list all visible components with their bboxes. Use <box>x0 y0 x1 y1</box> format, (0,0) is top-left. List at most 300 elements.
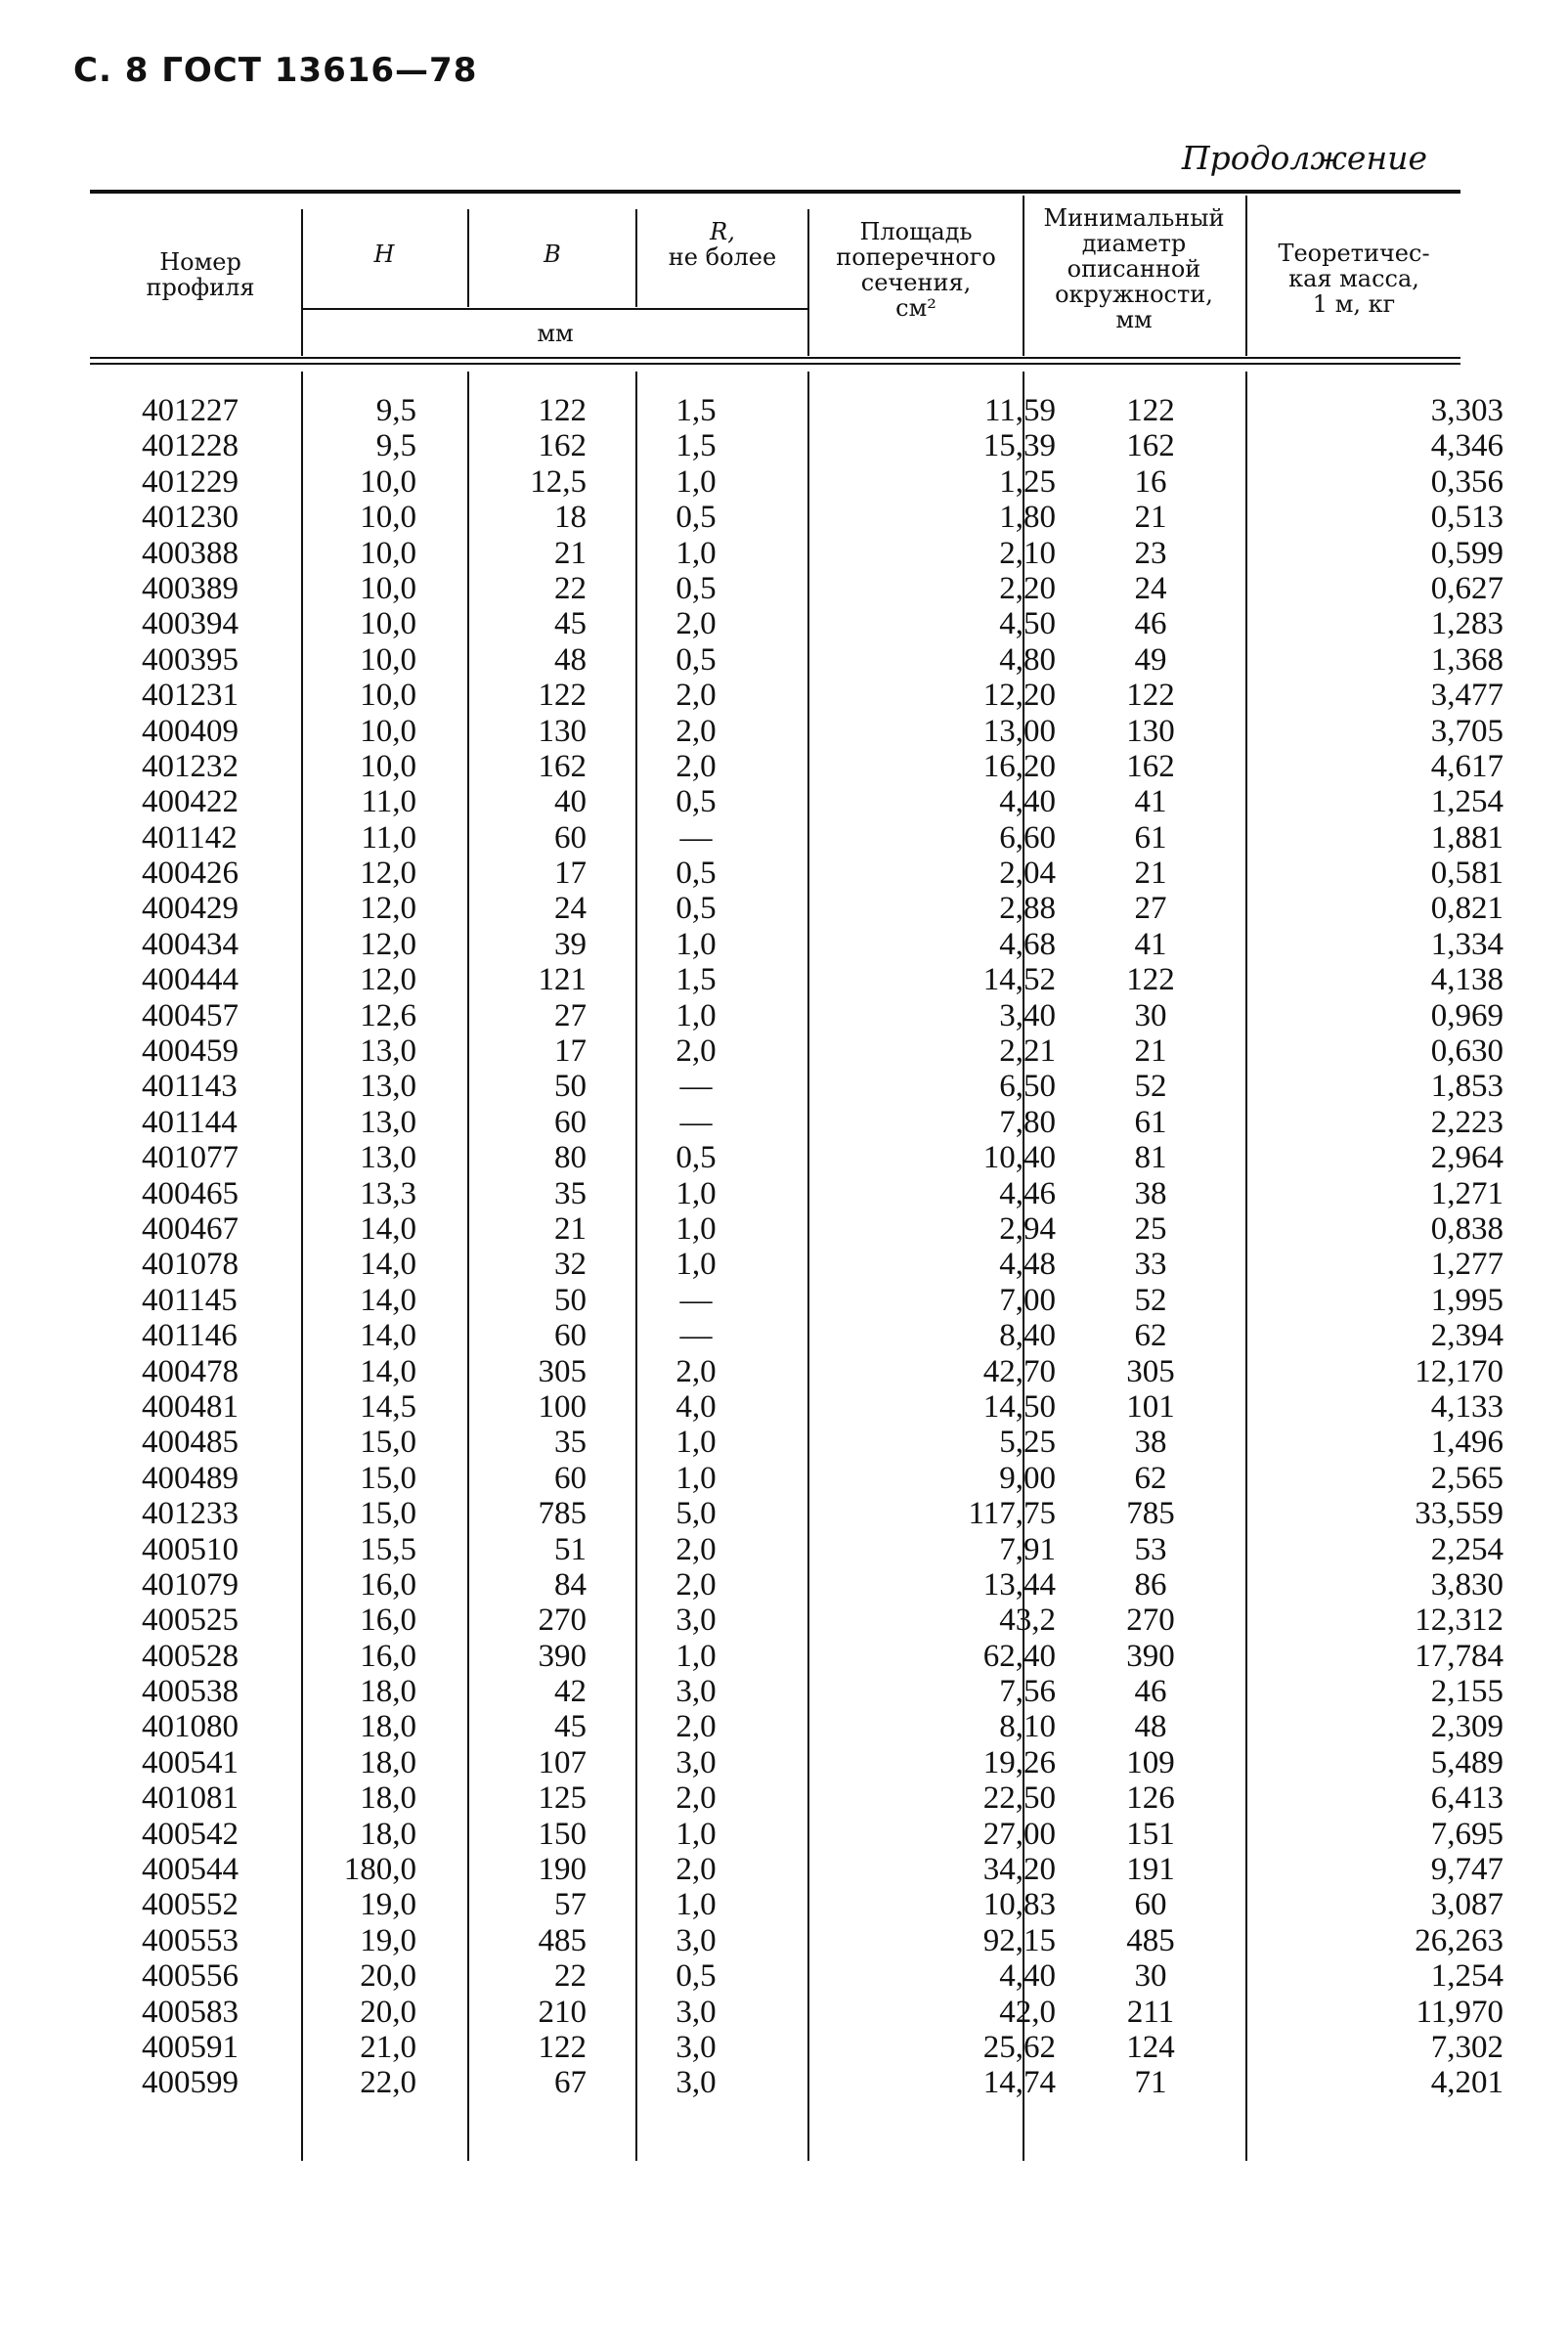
cell-diameter: 151 <box>1126 1816 1175 1852</box>
cell-r: 1,0 <box>675 1175 717 1211</box>
table-row <box>90 678 1503 714</box>
table-row <box>90 1318 1503 1354</box>
table-row <box>90 1247 1503 1283</box>
cell-mass: 7,695 <box>1430 1816 1503 1852</box>
cell-profile-number: 401077 <box>142 1140 239 1176</box>
cell-b: 42 <box>554 1674 587 1710</box>
cell-area: 62,40 <box>982 1638 1056 1674</box>
cell-area: 4,50 <box>999 606 1056 642</box>
header-area <box>809 219 1023 321</box>
cell-mass: 2,155 <box>1430 1674 1503 1710</box>
table-row <box>90 1531 1503 1567</box>
cell-diameter: 33 <box>1134 1247 1167 1283</box>
cell-h: 10,0 <box>360 463 416 500</box>
cell-b: 12,5 <box>530 463 587 500</box>
cell-profile-number: 400422 <box>142 784 239 820</box>
cell-diameter: 21 <box>1134 1033 1167 1070</box>
cell-diameter: 61 <box>1134 819 1167 856</box>
cell-b: 32 <box>554 1247 587 1283</box>
cell-b: 39 <box>554 926 587 962</box>
cell-profile-number: 400591 <box>142 2029 239 2065</box>
cell-diameter: 21 <box>1134 856 1167 892</box>
cell-area: 10,40 <box>982 1140 1056 1176</box>
cell-h: 16,0 <box>360 1566 416 1603</box>
cell-h: 18,0 <box>360 1674 416 1710</box>
cell-diameter: 81 <box>1134 1140 1167 1176</box>
cell-r: — <box>679 1318 713 1354</box>
cell-area: 2,94 <box>999 1210 1056 1247</box>
cell-diameter: 305 <box>1126 1353 1175 1389</box>
table-row <box>90 1460 1503 1496</box>
cell-r: 1,0 <box>675 1638 717 1674</box>
table-row <box>90 1069 1503 1105</box>
cell-r: — <box>679 819 713 856</box>
cell-mass: 1,254 <box>1430 1958 1503 1995</box>
cell-mass: 7,302 <box>1430 2029 1503 2065</box>
cell-b: 40 <box>554 784 587 820</box>
cell-diameter: 27 <box>1134 891 1167 927</box>
cell-h: 10,0 <box>360 641 416 678</box>
cell-mass: 3,705 <box>1430 713 1503 749</box>
cell-mass: 0,513 <box>1430 500 1503 536</box>
cell-area: 13,44 <box>982 1566 1056 1603</box>
cell-diameter: 52 <box>1134 1069 1167 1105</box>
header-mass <box>1247 241 1460 317</box>
cell-area: 92,15 <box>982 1922 1056 1958</box>
cell-area: 1,80 <box>999 500 1056 536</box>
cell-area: 3,40 <box>999 997 1056 1033</box>
cell-r: 2,0 <box>675 1709 717 1745</box>
cell-area: 4,48 <box>999 1247 1056 1283</box>
cell-diameter: 48 <box>1134 1709 1167 1745</box>
cell-profile-number: 400481 <box>142 1388 239 1425</box>
header-diameter-line4: окружности, <box>1055 281 1213 308</box>
cell-profile-number: 401146 <box>142 1318 238 1354</box>
cell-area: 16,20 <box>982 748 1056 784</box>
cell-mass: 0,627 <box>1430 570 1503 606</box>
cell-diameter: 122 <box>1126 393 1175 428</box>
cell-h: 21,0 <box>360 2029 416 2065</box>
cell-profile-number: 400426 <box>142 856 239 892</box>
cell-profile-number: 400444 <box>142 962 239 998</box>
cell-r: 0,5 <box>675 856 717 892</box>
cell-r: — <box>679 1282 713 1318</box>
cell-b: 390 <box>538 1638 587 1674</box>
cell-h: 12,6 <box>360 997 416 1033</box>
table-row <box>90 1140 1503 1176</box>
header-area-line1: Площадь <box>859 218 973 245</box>
cell-b: 60 <box>554 1318 587 1354</box>
cell-mass: 0,838 <box>1430 1210 1503 1247</box>
cell-mass: 2,254 <box>1430 1531 1503 1567</box>
table-row <box>90 1566 1503 1603</box>
cell-r: 1,5 <box>675 962 717 998</box>
cell-mass: 0,821 <box>1430 891 1503 927</box>
header-diameter-line1: Минимальный <box>1043 204 1225 232</box>
table-row <box>90 1816 1503 1852</box>
cell-b: 100 <box>538 1388 587 1425</box>
table-row <box>90 393 1503 428</box>
cell-mass: 0,630 <box>1430 1033 1503 1070</box>
cell-area: 4,68 <box>999 926 1056 962</box>
cell-diameter: 38 <box>1134 1175 1167 1211</box>
cell-mass: 1,853 <box>1430 1069 1503 1105</box>
cell-h: 14,0 <box>360 1318 416 1354</box>
cell-mass: 1,496 <box>1430 1425 1503 1461</box>
cell-r: 3,0 <box>675 1744 717 1780</box>
header-divider-6 <box>1245 196 1247 356</box>
cell-r: 2,0 <box>675 748 717 784</box>
cell-profile-number: 400541 <box>142 1744 239 1780</box>
table-row <box>90 1709 1503 1745</box>
cell-profile-number: 400465 <box>142 1175 239 1211</box>
cell-r: 3,0 <box>675 2029 717 2065</box>
cell-mass: 4,133 <box>1430 1388 1503 1425</box>
cell-area: 8,40 <box>999 1318 1056 1354</box>
cell-r: 1,0 <box>675 1816 717 1852</box>
cell-r: 0,5 <box>675 784 717 820</box>
cell-area: 25,62 <box>982 2029 1056 2065</box>
cell-r: 2,0 <box>675 1353 717 1389</box>
header-b: B <box>544 241 561 268</box>
cell-h: 9,5 <box>375 428 416 464</box>
cell-b: 67 <box>554 2065 587 2101</box>
cell-diameter: 71 <box>1134 2065 1167 2101</box>
cell-h: 12,0 <box>360 962 416 998</box>
table-row <box>90 891 1503 927</box>
cell-b: 24 <box>554 891 587 927</box>
header-mass-line2: кая масса, <box>1288 265 1419 292</box>
cell-profile-number: 400525 <box>142 1603 239 1639</box>
cell-diameter: 785 <box>1126 1496 1175 1532</box>
cell-r: 1,0 <box>675 1425 717 1461</box>
cell-area: 10,83 <box>982 1887 1056 1923</box>
cell-diameter: 53 <box>1134 1531 1167 1567</box>
cell-r: 2,0 <box>675 1566 717 1603</box>
cell-mass: 12,312 <box>1415 1603 1503 1639</box>
cell-mass: 0,969 <box>1430 997 1503 1033</box>
cell-profile-number: 400429 <box>142 891 239 927</box>
cell-diameter: 25 <box>1134 1210 1167 1247</box>
cell-b: 162 <box>538 748 587 784</box>
table-row <box>90 1104 1503 1140</box>
cell-diameter: 24 <box>1134 570 1167 606</box>
header-units: мм <box>537 320 574 347</box>
cell-diameter: 86 <box>1134 1566 1167 1603</box>
cell-mass: 0,581 <box>1430 856 1503 892</box>
table-row <box>90 1496 1503 1532</box>
cell-r: 1,0 <box>675 1887 717 1923</box>
cell-h: 9,5 <box>375 393 416 428</box>
cell-b: 51 <box>554 1531 587 1567</box>
cell-profile-number: 401078 <box>142 1247 239 1283</box>
cell-diameter: 109 <box>1126 1744 1175 1780</box>
cell-profile-number: 400542 <box>142 1816 239 1852</box>
cell-r: 2,0 <box>675 1531 717 1567</box>
cell-diameter: 124 <box>1126 2029 1175 2065</box>
table-row <box>90 1638 1503 1674</box>
cell-b: 60 <box>554 1460 587 1496</box>
cell-diameter: 130 <box>1126 713 1175 749</box>
table-row <box>90 1282 1503 1318</box>
cell-mass: 1,368 <box>1430 641 1503 678</box>
header-divider-3 <box>635 209 637 307</box>
header-profile-number-line1: Номер <box>159 248 241 276</box>
cell-diameter: 101 <box>1126 1388 1175 1425</box>
cell-area: 15,39 <box>982 428 1056 464</box>
cell-r: 0,5 <box>675 500 717 536</box>
cell-r: 0,5 <box>675 1958 717 1995</box>
cell-mass: 5,489 <box>1430 1744 1503 1780</box>
cell-area: 6,60 <box>999 819 1056 856</box>
cell-mass: 1,254 <box>1430 784 1503 820</box>
cell-h: 18,0 <box>360 1780 416 1817</box>
cell-area: 19,26 <box>982 1744 1056 1780</box>
cell-b: 22 <box>554 570 587 606</box>
cell-diameter: 61 <box>1134 1104 1167 1140</box>
table-row <box>90 1425 1503 1461</box>
cell-r: 2,0 <box>675 1780 717 1817</box>
table-row <box>90 784 1503 820</box>
cell-r: 1,0 <box>675 997 717 1033</box>
cell-diameter: 41 <box>1134 926 1167 962</box>
cell-mass: 2,964 <box>1430 1140 1503 1176</box>
header-h: H <box>373 241 395 268</box>
cell-diameter: 16 <box>1134 463 1167 500</box>
cell-h: 10,0 <box>360 535 416 571</box>
cell-profile-number: 401228 <box>142 428 239 464</box>
cell-area: 1,25 <box>999 463 1056 500</box>
table-row <box>90 606 1503 642</box>
cell-diameter: 162 <box>1126 428 1175 464</box>
header-area-line4: см² <box>895 294 936 322</box>
cell-area: 14,50 <box>982 1388 1056 1425</box>
cell-b: 210 <box>538 1994 587 2030</box>
header-divider-2 <box>467 209 469 307</box>
cell-profile-number: 400459 <box>142 1033 239 1070</box>
cell-r: 2,0 <box>675 713 717 749</box>
cell-diameter: 122 <box>1126 962 1175 998</box>
table-row <box>90 1994 1503 2030</box>
header-bottom-rule-1 <box>90 357 1460 359</box>
cell-area: 117,75 <box>968 1496 1056 1532</box>
cell-diameter: 46 <box>1134 606 1167 642</box>
cell-area: 2,21 <box>999 1033 1056 1070</box>
cell-b: 122 <box>538 2029 587 2065</box>
cell-area: 4,46 <box>999 1175 1056 1211</box>
cell-mass: 4,346 <box>1430 428 1503 464</box>
cell-mass: 4,201 <box>1430 2065 1503 2101</box>
cell-area: 7,91 <box>999 1531 1056 1567</box>
cell-r: 1,0 <box>675 1460 717 1496</box>
cell-diameter: 270 <box>1126 1603 1175 1639</box>
cell-b: 130 <box>538 713 587 749</box>
cell-diameter: 126 <box>1126 1780 1175 1817</box>
cell-b: 60 <box>554 1104 587 1140</box>
cell-profile-number: 401233 <box>142 1496 239 1532</box>
cell-mass: 1,881 <box>1430 819 1503 856</box>
cell-diameter: 122 <box>1126 678 1175 714</box>
cell-b: 35 <box>554 1175 587 1211</box>
cell-mass: 2,223 <box>1430 1104 1503 1140</box>
cell-h: 19,0 <box>360 1922 416 1958</box>
cell-b: 150 <box>538 1816 587 1852</box>
table-row <box>90 997 1503 1033</box>
cell-mass: 9,747 <box>1430 1852 1503 1888</box>
cell-area: 7,00 <box>999 1282 1056 1318</box>
cell-r: 1,0 <box>675 926 717 962</box>
cell-h: 14,5 <box>360 1388 416 1425</box>
cell-r: — <box>679 1069 713 1105</box>
cell-b: 60 <box>554 819 587 856</box>
cell-h: 10,0 <box>360 713 416 749</box>
cell-profile-number: 400395 <box>142 641 239 678</box>
header-r-line2: не более <box>668 243 777 271</box>
cell-h: 18,0 <box>360 1816 416 1852</box>
continuation-label: Продолжение <box>1181 139 1427 177</box>
header-mass-line3: 1 м, кг <box>1312 290 1396 318</box>
cell-h: 10,0 <box>360 606 416 642</box>
cell-mass: 17,784 <box>1415 1638 1503 1674</box>
cell-diameter: 49 <box>1134 641 1167 678</box>
cell-profile-number: 400434 <box>142 926 239 962</box>
table-row <box>90 1033 1503 1070</box>
cell-area: 27,00 <box>982 1816 1056 1852</box>
table-row <box>90 926 1503 962</box>
cell-h: 14,0 <box>360 1247 416 1283</box>
cell-h: 180,0 <box>343 1852 416 1888</box>
cell-mass: 3,087 <box>1430 1887 1503 1923</box>
cell-b: 22 <box>554 1958 587 1995</box>
cell-area: 2,04 <box>999 856 1056 892</box>
cell-area: 8,10 <box>999 1709 1056 1745</box>
cell-mass: 1,283 <box>1430 606 1503 642</box>
table-row <box>90 428 1503 464</box>
cell-r: 1,0 <box>675 1247 717 1283</box>
cell-r: 2,0 <box>675 1852 717 1888</box>
cell-r: — <box>679 1104 713 1140</box>
cell-diameter: 485 <box>1126 1922 1175 1958</box>
header-profile-number-line2: профиля <box>146 274 255 301</box>
cell-area: 5,25 <box>999 1425 1056 1461</box>
table-row <box>90 535 1503 571</box>
cell-mass: 6,413 <box>1430 1780 1503 1817</box>
cell-profile-number: 401230 <box>142 500 239 536</box>
cell-b: 107 <box>538 1744 587 1780</box>
cell-b: 48 <box>554 641 587 678</box>
table-row <box>90 1603 1503 1639</box>
table-row <box>90 748 1503 784</box>
table-row <box>90 2029 1503 2065</box>
cell-mass: 3,830 <box>1430 1566 1503 1603</box>
cell-area: 34,20 <box>982 1852 1056 1888</box>
cell-profile-number: 400394 <box>142 606 239 642</box>
cell-profile-number: 401079 <box>142 1566 239 1603</box>
cell-diameter: 60 <box>1134 1887 1167 1923</box>
cell-h: 10,0 <box>360 570 416 606</box>
cell-profile-number: 400553 <box>142 1922 239 1958</box>
cell-diameter: 21 <box>1134 500 1167 536</box>
cell-r: 3,0 <box>675 2065 717 2101</box>
cell-area: 22,50 <box>982 1780 1056 1817</box>
cell-area: 14,74 <box>982 2065 1056 2101</box>
header-divider-1 <box>301 209 303 356</box>
header-diameter-line3: описанной <box>1067 255 1201 283</box>
cell-profile-number: 401081 <box>142 1780 239 1817</box>
cell-r: 3,0 <box>675 1994 717 2030</box>
header-area-line3: сечения, <box>860 269 972 296</box>
table-row <box>90 2065 1503 2101</box>
cell-profile-number: 401231 <box>142 678 239 714</box>
cell-diameter: 62 <box>1134 1460 1167 1496</box>
cell-r: 2,0 <box>675 606 717 642</box>
cell-area: 42,70 <box>982 1353 1056 1389</box>
cell-r: 2,0 <box>675 678 717 714</box>
cell-h: 13,0 <box>360 1140 416 1176</box>
cell-diameter: 211 <box>1126 1994 1175 2030</box>
cell-mass: 2,394 <box>1430 1318 1503 1354</box>
cell-area: 14,52 <box>982 962 1056 998</box>
cell-profile-number: 400389 <box>142 570 239 606</box>
cell-r: 1,0 <box>675 1210 717 1247</box>
cell-profile-number: 400528 <box>142 1638 239 1674</box>
cell-profile-number: 401144 <box>142 1104 238 1140</box>
cell-b: 305 <box>538 1353 587 1389</box>
header-divider-5 <box>1023 196 1024 356</box>
cell-b: 45 <box>554 606 587 642</box>
cell-r: 1,5 <box>675 428 717 464</box>
header-diameter-line5: мм <box>1115 306 1153 333</box>
cell-h: 15,5 <box>360 1531 416 1567</box>
cell-profile-number: 400583 <box>142 1994 239 2030</box>
cell-diameter: 62 <box>1134 1318 1167 1354</box>
cell-area: 9,00 <box>999 1460 1056 1496</box>
cell-r: 5,0 <box>675 1496 717 1532</box>
cell-b: 45 <box>554 1709 587 1745</box>
cell-b: 50 <box>554 1282 587 1318</box>
cell-area: 6,50 <box>999 1069 1056 1105</box>
cell-profile-number: 400510 <box>142 1531 239 1567</box>
cell-h: 12,0 <box>360 926 416 962</box>
cell-b: 121 <box>538 962 587 998</box>
cell-h: 15,0 <box>360 1460 416 1496</box>
cell-h: 15,0 <box>360 1425 416 1461</box>
header-bottom-rule-2 <box>90 363 1460 365</box>
cell-profile-number: 401080 <box>142 1709 239 1745</box>
cell-h: 20,0 <box>360 1958 416 1995</box>
cell-diameter: 23 <box>1134 535 1167 571</box>
cell-profile-number: 401232 <box>142 748 239 784</box>
cell-mass: 3,477 <box>1430 678 1503 714</box>
cell-h: 10,0 <box>360 678 416 714</box>
cell-h: 13,0 <box>360 1104 416 1140</box>
cell-b: 18 <box>554 500 587 536</box>
cell-b: 122 <box>538 678 587 714</box>
cell-mass: 11,970 <box>1416 1994 1503 2030</box>
cell-profile-number: 400478 <box>142 1353 239 1389</box>
table-row <box>90 1780 1503 1817</box>
header-diameter-line2: диаметр <box>1081 230 1187 257</box>
cell-r: 1,5 <box>675 393 717 428</box>
cell-b: 57 <box>554 1887 587 1923</box>
cell-mass: 26,263 <box>1415 1922 1503 1958</box>
cell-profile-number: 400552 <box>142 1887 239 1923</box>
cell-h: 14,0 <box>360 1282 416 1318</box>
cell-h: 22,0 <box>360 2065 416 2101</box>
cell-diameter: 30 <box>1134 997 1167 1033</box>
cell-b: 35 <box>554 1425 587 1461</box>
cell-r: 2,0 <box>675 1033 717 1070</box>
